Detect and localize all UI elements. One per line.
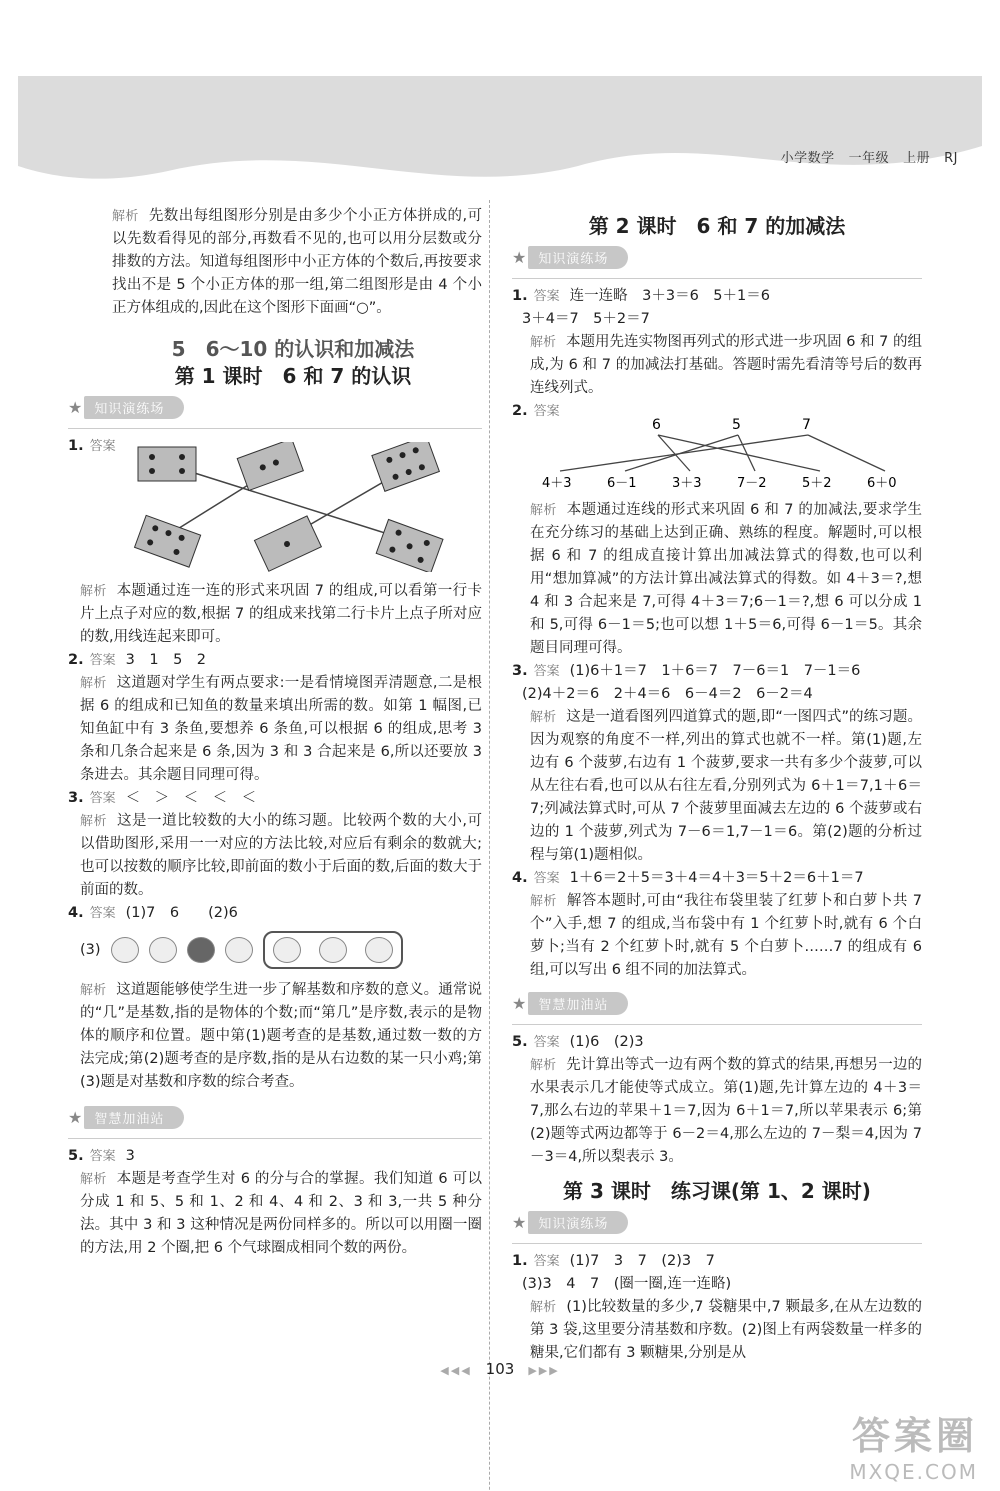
question-number: 1. — [68, 438, 84, 454]
dot-card — [254, 516, 321, 571]
right-arrows-icon: ▶▶▶ — [528, 1364, 560, 1377]
subject: 小学数学 — [780, 151, 835, 166]
analysis-label: 解析 — [530, 1300, 557, 1315]
volume: 上册 — [903, 151, 931, 166]
chick-icon — [365, 937, 393, 963]
analysis-text: 先数出每组图形分别是由多少个小正方体拼成的,可以先数看得见的部分,再数看不见的,也可以用分层数或分排数的方法。知道每组图形中小正方体的个数后,再按要求找出不是 5 个小正方体的那一组,第二组图形是由 4 个小正方体组成的,因此在这个图形下面画“○”。 — [112, 208, 482, 316]
analysis-label: 解析 — [530, 894, 557, 909]
bottom-expression: 3＋3 — [672, 476, 702, 491]
bottom-expression: 7－2 — [737, 476, 767, 491]
analysis-text: 解答本题时,可由“我往布袋里装了红萝卜和白萝卜共 7 个”入手,想 7 的组成,当布袋中有 1 个红萝卜时,就有 6 个白萝卜;当有 2 个红萝卜时,就有 5 个白萝卜……7 的组成有 6 组,可以写出 6 组不同的加法算式。 — [530, 893, 922, 978]
answer-label: 答案 — [89, 1149, 116, 1164]
answer-label: 答案 — [533, 289, 560, 304]
divider-line — [68, 1138, 482, 1139]
section-label: 知识演练场 — [528, 1211, 628, 1234]
analysis-text: 本题用先连实物图再列式的形式进一步巩固 6 和 7 的组成,为 6 和 7 的加减法打基础。答题时需先看清等号后的数再连线列式。 — [530, 334, 922, 396]
watermark — [718, 1405, 978, 1485]
divider-line — [512, 1243, 922, 1244]
answer-text: (1)7 3 7 (2)3 7 — [569, 1253, 715, 1269]
q1-answer — [512, 285, 922, 308]
dot-card — [138, 447, 196, 481]
unit-title: 5 6～10 的认识和加减法 — [171, 337, 415, 361]
question-number: 4. — [512, 870, 528, 886]
answer-label: 答案 — [89, 906, 116, 921]
q2-analysis — [512, 499, 922, 660]
q4-answer — [512, 867, 922, 890]
divider-line — [512, 278, 922, 279]
q4-analysis — [512, 890, 922, 982]
chick-icon — [111, 937, 139, 963]
lesson-title: 第 3 课时 练习课(第 1、2 课时) — [563, 1179, 871, 1203]
dot-card — [237, 442, 303, 490]
lesson-title: 第 1 课时 6 和 7 的认识 — [174, 364, 412, 388]
right-column — [512, 212, 922, 1365]
q1-analysis — [512, 331, 922, 400]
bottom-expression: 6－1 — [607, 476, 637, 491]
header-banner — [18, 76, 982, 196]
analysis-label: 解析 — [80, 983, 107, 998]
section-label: 智慧加油站 — [84, 1106, 184, 1129]
analysis-text: 本题通过连一连的形式来巩固 7 的组成,可以看第一行卡片上点子对应的数,根据 7 的组成来找第二行卡片上点子所对应的数,用线连起来即可。 — [80, 583, 482, 645]
bottom-expression: 5＋2 — [802, 476, 832, 491]
chick-icon — [273, 937, 301, 963]
q3-answer — [68, 787, 482, 810]
answer-label: 答案 — [533, 664, 560, 679]
answer-text: (1)7 6 (2)6 — [125, 905, 238, 921]
q6-analysis — [512, 1296, 922, 1365]
analysis-label: 解析 — [530, 710, 557, 725]
answer-label: 答案 — [89, 439, 116, 454]
bottom-expression: 4＋3 — [542, 476, 572, 491]
edition: RJ — [944, 151, 958, 166]
question-number: 4. — [68, 905, 84, 921]
chick-row — [80, 931, 482, 969]
answer-text: 1＋6＝2＋5＝3＋4＝4＋3＝5＋2＝6＋1＝7 — [569, 870, 864, 886]
answer-label: 答案 — [533, 404, 560, 419]
watermark-logo: 答案圈 — [851, 1414, 978, 1458]
question-number: 5. — [512, 1034, 528, 1050]
answer-label: 答案 — [89, 791, 116, 806]
dot-card — [376, 519, 443, 572]
answer-text: 连一连略 3＋3＝6 5＋1＝6 — [569, 288, 770, 304]
top-number: 5 — [732, 417, 741, 433]
analysis-text: 这是一道比较数的大小的练习题。比较两个数的大小,可以借助图形,采用一一对应的方法比较,对应后有剩余的数就大;也可以按数的顺序比较,即前面的数小于后面的数,后面的数大于前面的数。 — [80, 813, 482, 898]
analysis-text: (1)比较数量的多少,7 袋糖果中,7 颗最多,在从左边数的第 3 袋,这里要分清基数和序数。(2)图上有两袋数量一样多的糖果,它们都有 3 颗糖果,分别是从 — [530, 1299, 922, 1361]
circled-chicks — [263, 931, 403, 969]
left-arrows-icon: ◀◀◀ — [440, 1364, 472, 1377]
analysis-text: 这道题能够使学生进一步了解基数和序数的意义。通常说的“几”是基数,指的是物体的个数;而“第几”是序数,表示的是物体的顺序和位置。题中第(1)题考查的是基数,通过数一数的方法完成;第(2)题考查的是序数,指的是从右边数的某一只小鸡;第(3)题是对基数和序数的综合考查。 — [80, 982, 482, 1090]
section-label: 知识演练场 — [84, 396, 184, 419]
section-label: 智慧加油站 — [528, 992, 628, 1015]
top-number: 7 — [802, 417, 811, 433]
analysis-text: 这道题对学生有两点要求:一是看情境图弄清题意,二是根据 6 的组成和已知鱼的数量来填出所需的数。如第 1 幅图,已知鱼缸中有 3 条鱼,要想养 6 条鱼,可以根据 6 的组成,思考 3 条和几条合起来是 6 条,因为 3 和 3 合起来是 6,所以还要放 3 条进去。其余题目同理可得。 — [80, 675, 482, 783]
header-title — [767, 147, 958, 166]
analysis-label: 解析 — [530, 503, 557, 518]
section-badge — [512, 1211, 628, 1233]
answer-label: 答案 — [533, 1254, 560, 1269]
question-number: 1. — [512, 288, 528, 304]
chick-icon — [149, 937, 177, 963]
matching-lines-figure — [532, 413, 912, 493]
answer-text: 3＋4＝7 5＋2＝7 — [522, 311, 650, 327]
page-number: 103 — [485, 1360, 515, 1378]
section-badge — [68, 1106, 184, 1128]
question-number: 3. — [68, 790, 84, 806]
grade: 一年级 — [848, 151, 890, 166]
answer-text: ＜ ＞ ＜ ＜ ＜ — [125, 790, 257, 806]
star-icon: ★ — [512, 993, 527, 1013]
q2-analysis — [80, 672, 482, 787]
answer-label: 答案 — [533, 1035, 560, 1050]
question-number: 3. — [512, 663, 528, 679]
question-number: 2. — [512, 403, 528, 419]
lesson-title: 第 2 课时 6 和 7 的加减法 — [588, 214, 846, 238]
answer-text: (1)6 (2)3 — [569, 1034, 644, 1050]
analysis-text: 本题是考查学生对 6 的分与合的掌握。我们知道 6 可以分成 1 和 5、5 和 1、2 和 4、4 和 2、3 和 3,一共 5 种分法。其中 3 和 3 这种情况是两份同样多的。所以可以用圈一圈的方法,用 2 个圈,把 6 个气球圈成相同个数的两份。 — [80, 1171, 482, 1256]
divider-line — [68, 428, 482, 429]
question-number: 1. — [512, 1253, 528, 1269]
question-number: 5. — [68, 1148, 84, 1164]
column-divider — [489, 200, 490, 1491]
section-badge — [68, 396, 184, 418]
analysis-label: 解析 — [530, 335, 557, 350]
analysis-label: 解析 — [80, 814, 108, 829]
star-icon: ★ — [68, 397, 83, 417]
question-number: 2. — [68, 652, 84, 668]
chick-icon — [187, 937, 215, 963]
analysis-text: 本题通过连线的形式来巩固 6 和 7 的加减法,要求学生在充分练习的基础上达到正确、熟练的程度。解题时,可以根据 6 和 7 的组成直接计算出加减法算式的得数,也可以利用“想加算减”的方法计算出减法算式的得数。如 4＋3＝?,想 4 和 3 合起来是 7,可得 4＋3＝7;6－1＝?,想 6 可以分成 1 和 5,可得 6－1＝5;也可以想 1＋5＝6,可得 6－1＝5。其余题目同理可得。 — [530, 502, 922, 656]
analysis-label: 解析 — [112, 209, 139, 224]
analysis-label: 解析 — [80, 584, 107, 599]
analysis-label: 解析 — [80, 1172, 107, 1187]
answer-text: (3)3 4 7 (圈一圈,连一连略) — [522, 1276, 732, 1292]
star-icon: ★ — [512, 1212, 527, 1232]
star-icon: ★ — [68, 1107, 83, 1127]
bottom-expression: 6＋0 — [867, 476, 897, 491]
q5-answer — [68, 1145, 482, 1168]
answer-text: (1)6＋1＝7 1＋6＝7 7－6＝1 7－1＝6 — [569, 663, 861, 679]
analysis-text: 这是一道看图列四道算式的题,即“一图四式”的练习题。因为观察的角度不一样,列出的算式也就不一样。第(1)题,左边有 6 个菠萝,右边有 1 个菠萝,要求一共有多少个菠萝,可以从左往右看,也可以从右往左看,分别列式为 6＋1＝7,1＋6＝7;列减法算式时,可从 7 个菠萝里面减去左边的 6 个菠萝或右边的 1 个菠萝,列式为 7－6＝1,7－1＝6。第(2)题的分析过程与第(1)题相似。 — [530, 709, 922, 863]
q6-answer — [512, 1250, 922, 1273]
watermark-url: MXQE.COM — [849, 1460, 978, 1484]
answer-text: (2)4＋2＝6 2＋4＝6 6－4＝2 6－2＝4 — [522, 686, 813, 702]
dot-card — [135, 515, 201, 567]
q4-answer — [68, 902, 482, 925]
divider-line — [512, 1024, 922, 1025]
q1-analysis — [80, 580, 482, 649]
dot-card — [372, 442, 439, 491]
dot-card-matching-figure — [104, 442, 454, 572]
section-label: 知识演练场 — [528, 246, 628, 269]
answer-text: 3 — [125, 1148, 135, 1164]
q2-answer — [68, 649, 482, 672]
analysis-label: 解析 — [80, 676, 107, 691]
analysis-label: 解析 — [530, 1058, 557, 1073]
q3-answer — [512, 660, 922, 683]
q5-analysis — [512, 1054, 922, 1169]
chick-icon — [319, 937, 347, 963]
section-badge — [512, 992, 628, 1014]
q4-analysis — [80, 979, 482, 1094]
section-badge — [512, 246, 628, 268]
star-icon: ★ — [512, 247, 527, 267]
q3-analysis — [80, 810, 482, 902]
top-number: 6 — [652, 417, 661, 433]
match-line — [808, 435, 885, 471]
intro-analysis — [104, 205, 482, 320]
q5-analysis — [80, 1168, 482, 1260]
part-label: (3) — [80, 942, 101, 958]
chick-icon — [225, 937, 253, 963]
answer-label: 答案 — [533, 871, 560, 886]
analysis-text: 先计算出等式一边有两个数的算式的结果,再想另一边的水果表示几才能使等式成立。第(1)题,先计算左边的 4＋3＝7,那么右边的苹果＋1＝7,因为 6＋1＝7,所以苹果表示 6;第(2)题等式两边都等于 6－2＝4,那么左边的 7－梨＝4,因为 7－3＝4,所以梨表示 3。 — [530, 1057, 922, 1165]
answer-text: 3 1 5 2 — [125, 652, 207, 668]
q3-analysis — [512, 706, 922, 867]
q5-answer — [512, 1031, 922, 1054]
page-footer — [0, 1360, 1000, 1378]
left-column — [68, 205, 482, 1260]
answer-label: 答案 — [89, 653, 116, 668]
